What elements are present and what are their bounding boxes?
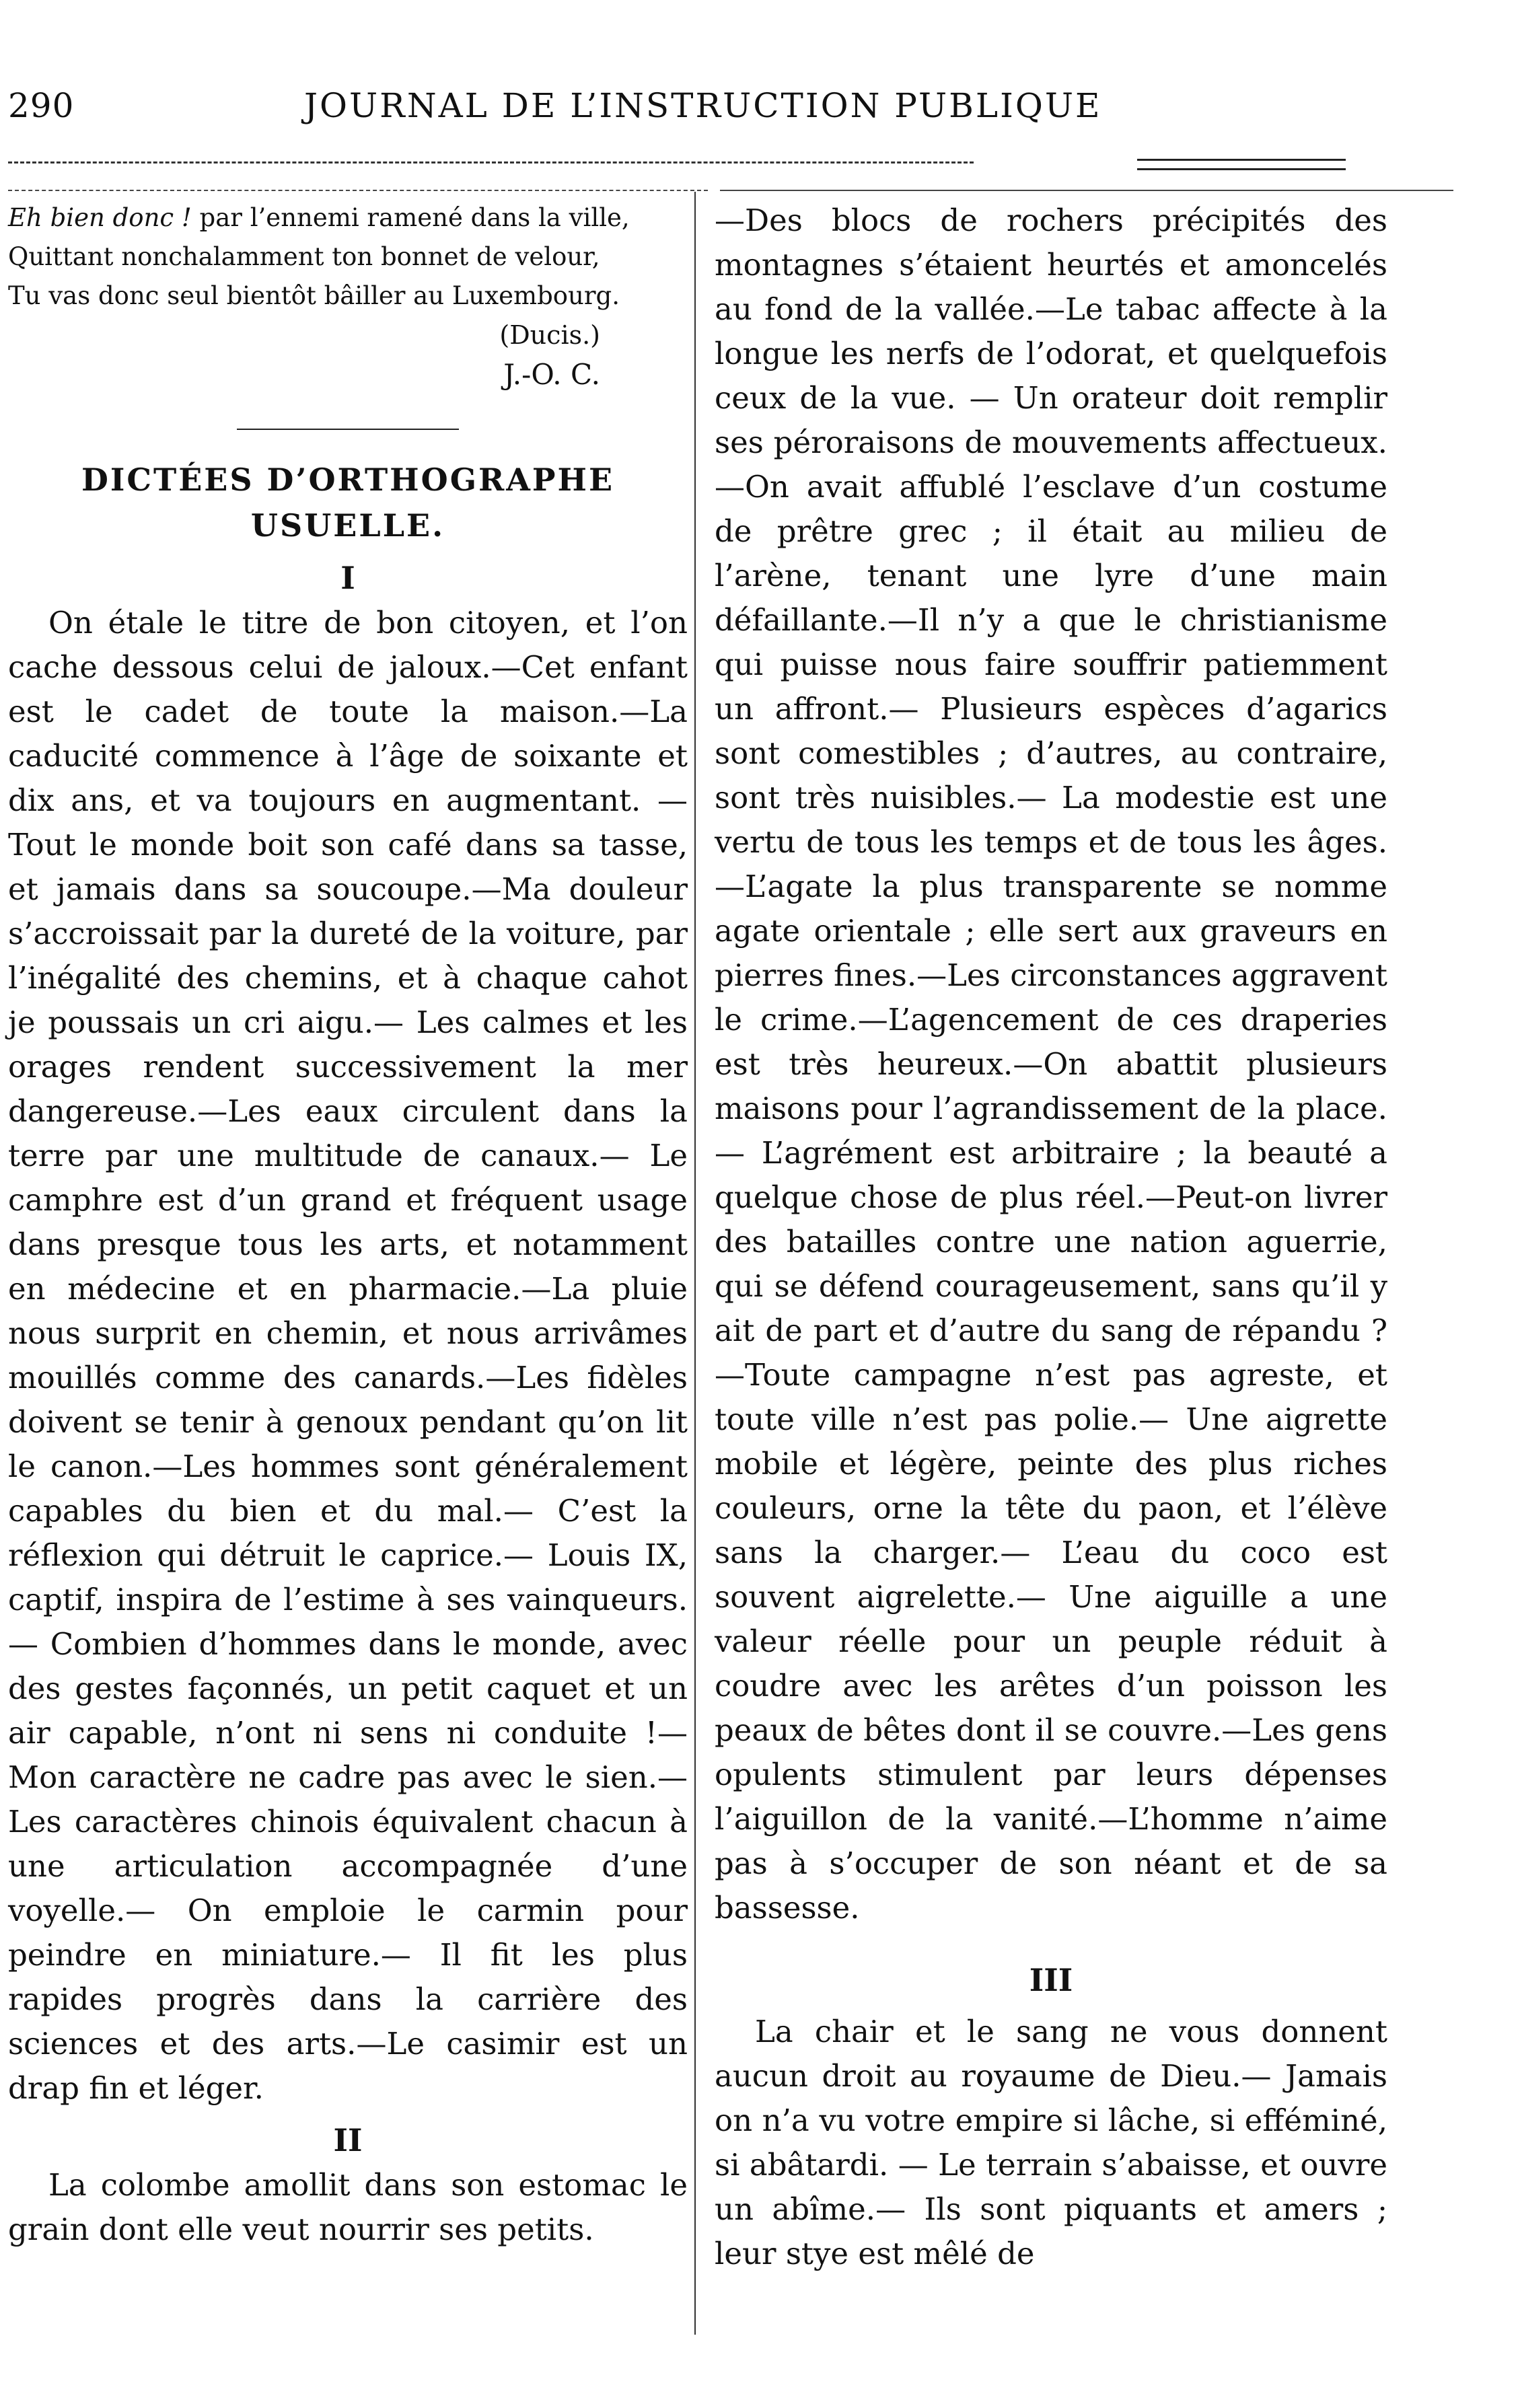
dictation-text-1: On étale le titre de bon citoyen, et l’on cache dessous celui de jaloux.—Cet enfant est le cadet de toute la maison.—La caducité commence à l’âge de soixante et dix ans, et va toujours en augmentant. —Tout le monde boit son café dans sa tasse, et jamais dans sa soucoupe.—Ma douleur s’accroissait par la dureté de la voiture, par l’inégalité des chemins, et à chaque cahot je poussais un cri aigu.— Les calmes et les orages rendent successivement la mer dangereuse.—Les eaux circulent dans la terre par une multitude de canaux.— Le camphre est d’un grand et fréquent usage dans presque tous les arts, et notamment en médecine et en pharmacie.—La pluie nous surprit en chemin, et nous arrivâmes mouillés comme des canards.—Les fidèles doivent se tenir à genoux pendant qu’on lit le canon.—Les hommes sont généralement capables du bien et du mal.— C’est la réflexion qui détruit le caprice.— Louis IX, captif, inspira de l’estime à ses vainqueurs.— Combien d’hommes dans le monde, avec des gestes façonnés, un petit caquet et un air capable, n’ont ni sens ni conduite !— Mon caractère ne cadre pas avec le sien.—Les caractères chinois équivalent chacun à une articulation accompagnée d’une voyelle.— On emploie le carmin pour peindre en miniature.— Il fit les plus rapides progrès dans la carrière des sciences et des arts.—Le casimir est un drap fin et léger.: [8, 605, 688, 2106]
article-title-line-1: DICTÉES D’ORTHOGRAPHE: [81, 462, 615, 498]
poem-line-3: Tu vas donc seul bientôt bâiller au Luxembourg.: [8, 281, 620, 310]
column-divider: [694, 192, 696, 2335]
poem-line-1: [8, 198, 688, 238]
poem-line-1-rest: par l’ennemi ramené dans la ville,: [199, 203, 630, 232]
section-numeral-2: II: [333, 2122, 363, 2158]
dictation-text-2-start: La colombe amollit dans son estomac le grain dont elle veut nourrir ses petits.: [8, 2167, 688, 2247]
author-signature: J.-O. C.: [503, 358, 600, 391]
page-header: [8, 86, 1493, 147]
article-title-line-2: USUELLE.: [250, 507, 445, 544]
header-rule-double-top: [1137, 159, 1346, 161]
spacer: [8, 2111, 688, 2117]
poem-line-2: Quittant nonchalamment ton bonnet de velour,: [8, 242, 600, 271]
poem-attribution: (Ducis.): [499, 320, 600, 350]
page-number: 290: [8, 86, 75, 125]
dictation-text-3: La chair et le sang ne vous donnent aucun droit au royaume de Dieu.— Jamais on n’a vu votre empire si lâche, si efféminé, si abâtardi. — Le terrain s’abaisse, et ouvre un abîme.— Ils sont piquants et amers ; leur stye est mêlé de: [715, 2014, 1387, 2271]
top-rule-left: [8, 190, 708, 191]
section-separator: [237, 429, 459, 430]
spacer: [715, 2003, 1387, 2010]
left-column: [8, 198, 688, 2252]
poem-excerpt: [8, 198, 688, 395]
header-rule-double-bottom: [1137, 168, 1346, 170]
spacer: [715, 1930, 1387, 1957]
spacer: [8, 548, 688, 555]
dictation-text-2-continued: —Des blocs de rochers précipités des montagnes s’étaient heurtés et amoncelés au fond de la vallée.—Le tabac affecte à la longue les nerfs de l’odorat, et quelquefois ceux de la vue. — Un orateur doit remplir ses péroraisons de mouvements affectueux.—On avait affublé l’esclave d’un costume de prêtre grec ; il était au milieu de l’arène, tenant une lyre d’une main défaillante.—Il n’y a que le christianisme qui puisse nous faire souffrir patiemment un affront.— Plusieurs espèces d’agarics sont comestibles ; d’autres, au contraire, sont très nuisibles.— La modestie est une vertu de tous les temps et de tous les âges.—L’agate la plus transparente se nomme agate orientale ; elle sert aux graveurs en pierres fines.—Les circonstances aggravent le crime.—L’agencement de ces draperies est très heureux.—On abattit plusieurs maisons pour l’agrandissement de la place.— L’agrément est arbitraire ; la beauté a quelque chose de plus réel.—Peut-on livrer des batailles contre une nation aguerrie, qui se défend courageusement, sans qu’il y ait de part et d’autre du sang de répandu ?—Toute campagne n’est pas agreste, et toute ville n’est pas polie.— Une aigrette mobile et légère, peinte des plus riches couleurs, orne la tête du paon, et l’élève sans la charger.— L’eau du coco est souvent aigrelette.— Une aiguille a une valeur réelle pour un peuple réduit à coudre avec les arêtes d’un poisson les peaux de bêtes dont il se couvre.—Les gens opulents stimulent par leurs dépenses l’aiguillon de la vanité.—L’homme n’aime pas à s’occuper de son néant et de sa bassesse.: [715, 203, 1387, 1926]
section-numeral-3: III: [1029, 1962, 1073, 1998]
section-numeral-1: I: [340, 560, 355, 596]
poem-line-1-italic: Eh bien donc !: [8, 203, 192, 232]
running-title: JOURNAL DE L’INSTRUCTION PUBLIQUE: [304, 86, 1102, 125]
top-rule-right: [720, 190, 1453, 191]
right-column: [715, 198, 1387, 2276]
header-rule-dashed: [8, 161, 974, 163]
